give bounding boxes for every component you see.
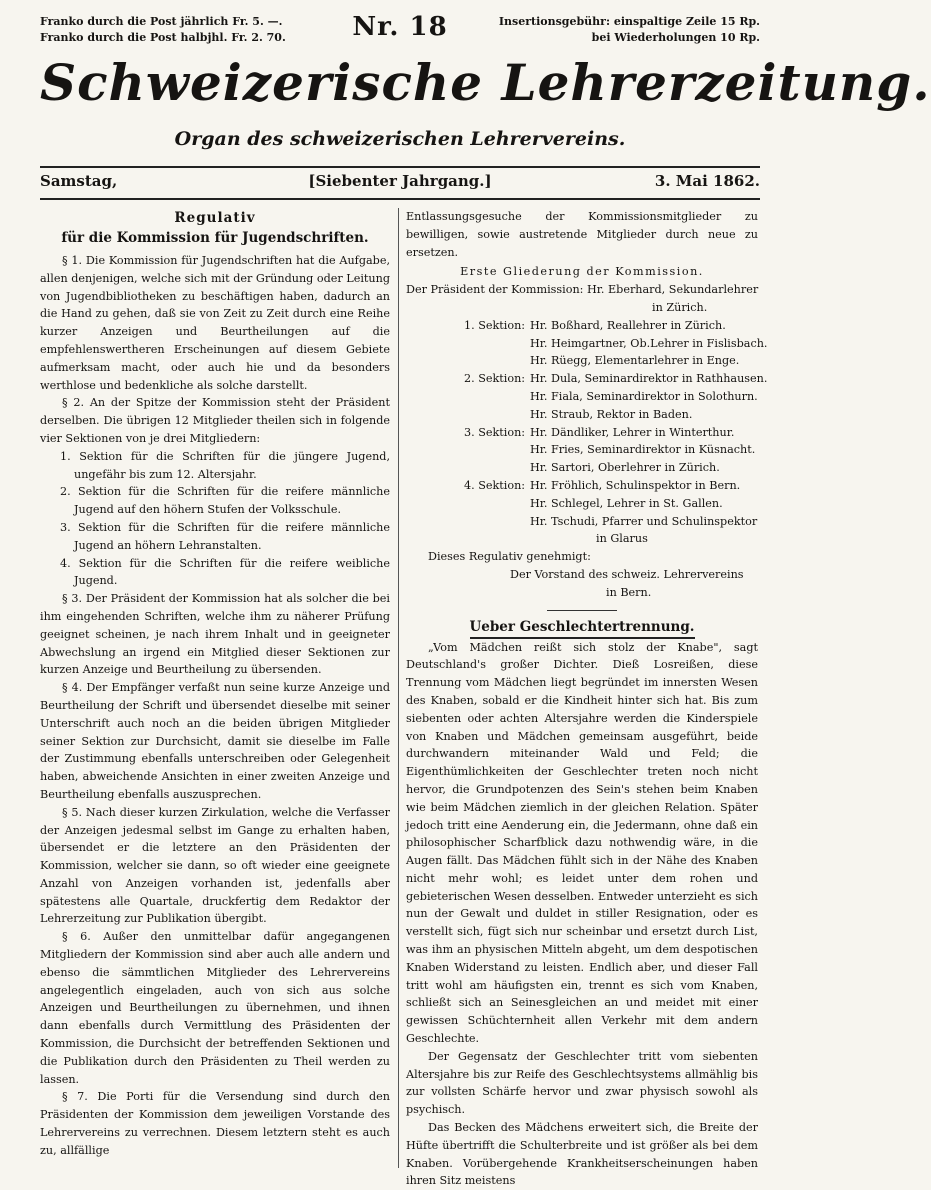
composition-title: Erste Gliederung der Kommission. <box>460 265 704 279</box>
masthead-title: Schweizerische Lehrerzeitung. <box>40 53 931 112</box>
paragraph-3: § 3. Der Präsident der Kommission hat als solcher die bei ihm eingehenden Schriften, welche ihm zu näherer Prüfung geeignet scheinen, je nach ihrem Inhalt und in geeigneter Abwechslung an irgend ein Mitglied dieser Sektionen zur kurzen Anzeige und Beurtheilung zu übersenden. <box>40 592 390 677</box>
column-divider <box>398 208 399 1168</box>
advertising-repeat-rate: bei Wiederholungen 10 Rp. <box>591 31 760 44</box>
section-member: Hr. Sartori, Oberlehrer in Zürich. <box>530 461 720 475</box>
section-list-item: 3. Sektion für die Schriften für die reifere männliche Jugend an höhern Lehranstalten. <box>60 520 390 552</box>
section-member: in Glarus <box>596 532 648 546</box>
section-member: Hr. Dula, Seminardirektor in Rathhausen. <box>530 372 768 386</box>
section-label: 1. Sektion: <box>464 318 526 332</box>
article-title-text: Ueber Geschlechtertrennung. <box>470 617 695 639</box>
president-row <box>406 281 758 299</box>
section-member: Hr. Boßhard, Reallehrer in Zürich. <box>530 318 726 332</box>
paragraph-1: § 1. Die Kommission für Jugendschriften hat die Aufgabe, allen denjenigen, welche sich mit der Gründung oder Leitung von Jugendbibliotheken zu beschäftigen haben, dadurch an die Hand zu gehen, daß sie von Zeit zu Zeit durch eine Reihe kurzer Anzeigen und Beurtheilungen auf die empfehlenswertheren Erscheinungen auf diesem Gebiete aufmerksam macht, oder auch hie und da besonders werthlose und bedenkliche als solche darstellt. <box>40 254 390 392</box>
dateline <box>40 170 760 196</box>
section-3 <box>406 424 758 477</box>
paragraph-2: § 2. An der Spitze der Kommission steht der Präsident derselben. Die übrigen 12 Mitglieder theilen sich in folgende vier Sektionen von je drei Mitgliedern: <box>40 396 390 445</box>
paragraph-4: § 4. Der Empfänger verfaßt nun seine kurze Anzeige und Beurtheilung der Schrift und übersendet dieselbe mit seiner Unterschrift auch noch an die beiden übrigen Mitglieder seiner Sektion zur Durchsicht, damit sie dieselbe im Falle der Zustimmung ebenfalls unterschreiben oder Gelegenheit haben, abweichende Ansichten in einer zweiten Anzeige und Beurtheilung ebenfalls auszusprechen. <box>40 681 390 801</box>
paragraph-5: § 5. Nach dieser kurzen Zirkulation, welche die Verfasser der Anzeigen jedesmal selbst im Gange zu erhalten haben, übersendet er die letztere an den Präsidenten der Kommission, welcher sie dann, so oft wieder eine geeignete Anzahl von Anzeigen vorhanden ist, jedenfalls aber spätestens alle Quartale, druckfertig dem Redaktor der Lehrerzeitung zur Publikation übergibt. <box>40 805 390 926</box>
section-1 <box>406 317 768 370</box>
section-label: 2. Sektion: <box>464 372 526 386</box>
subscription-halfyear: Franko durch die Post halbjhl. Fr. 2. 70. <box>40 31 286 44</box>
article-paragraph-3: Das Becken des Mädchens erweitert sich, die Breite der Hüfte übertrifft die Schulterbreite und ist größer als bei dem Knaben. Vorübergehende Krankheitserscheinungen haben ihren Sitz meistens <box>406 1121 758 1188</box>
section-member: Hr. Heimgartner, Ob.Lehrer in Fislisbach. <box>530 336 768 350</box>
regulativ-subtitle: für die Kommission für Jugendschriften. <box>61 230 369 246</box>
signature-line: Der Vorstand des schweiz. Lehrervereins <box>510 567 744 581</box>
subscription-yearly: Franko durch die Post jährlich Fr. 5. —. <box>40 15 283 28</box>
section-list-item: 1. Sektion für die Schriften für die jüngere Jugend, ungefähr bis zum 12. Altersjahr. <box>60 449 390 481</box>
article-title <box>406 617 758 639</box>
president-label: Der Präsident der Kommission: <box>406 283 584 297</box>
article-paragraph-2: Der Gegensatz der Geschlechter tritt vom siebenten Altersjahre bis zur Reife des Geschlechtsystems allmählig bis zur vollsten Schärfe hervor und zwar physisch sowohl als psychisch. <box>406 1049 758 1117</box>
section-member: Hr. Dändliker, Lehrer in Winterthur. <box>530 425 735 439</box>
regulativ-title: Regulativ <box>174 210 256 226</box>
article-separator <box>547 610 617 611</box>
issue-number: Nr. 18 <box>352 12 448 42</box>
section-label: 4. Sektion: <box>464 478 526 492</box>
right-column <box>406 208 768 1190</box>
left-column <box>40 208 390 1160</box>
president-place: in Zürich. <box>652 300 708 314</box>
section-member: Hr. Fiala, Seminardirektor in Solothurn. <box>530 389 758 403</box>
header-rule-bottom <box>40 198 760 200</box>
regulativ-continuation: Entlassungsgesuche der Kommissionsmitglieder zu bewilligen, sowie austretende Mitglieder durch neue zu ersetzen. <box>406 210 758 259</box>
signature-place: in Bern. <box>606 585 652 599</box>
section-list-item: 4. Sektion für die Schriften für die reifere weibliche Jugend. <box>60 556 390 588</box>
section-member: Hr. Fröhlich, Schulinspektor in Bern. <box>530 478 741 492</box>
president-name: Hr. Eberhard, Sekundarlehrer <box>587 283 759 297</box>
section-list-item: 2. Sektion für die Schriften für die reifere männliche Jugend auf den höhern Stufen der Volksschule. <box>60 485 390 517</box>
advertising-info <box>499 14 760 46</box>
masthead-subtitle: Organ des schweizerischen Lehrervereins. <box>174 128 626 150</box>
paragraph-7: § 7. Die Porti für die Versendung sind durch den Präsidenten der Kommission dem jeweiligen Vorstande des Lehrervereins zu verrechnen. Diesem letztern steht es auch zu, allfällige <box>40 1090 390 1157</box>
paragraph-6: § 6. Außer den unmittelbar dafür angegangenen Mitgliedern der Kommission sind aber auch alle andern und ebenso die sämmtlichen Mitglieder des Lehrervereins angelegentlich eingeladen, auch von sich aus solche Anzeigen und Beurtheilungen zu übernehmen, und ihnen dann ebenfalls durch Vermittlung des Präsidenten der Kommission, die Durchsicht der betreffenden Sektionen und die Publikation durch den Präsidenten zu Theil werden zu lassen. <box>40 930 390 1086</box>
advertising-rate: Insertionsgebühr: einspaltige Zeile 15 Rp. <box>498 15 760 28</box>
section-member: Hr. Tschudi, Pfarrer und Schulinspektor <box>530 514 758 528</box>
article-paragraph-1: „Vom Mädchen reißt sich stolz der Knabe", sagt Deutschland's großer Dichter. Dieß Losreißen, diese Trennung vom Mädchen liegt begründet im innersten Wesen des Knaben, sobald er die Kindheit hinter sich hat. Bis zum siebenten oder achten Altersjahre werden die Kinderspiele von Knaben und Mädchen gemeinsam ausgeführt, beide durchwandern miteinander Wald und Feld; die Eigenthümlichkeiten der Geschlechter treten noch nicht hervor, die Grundpotenzen des Sein's stehen beim Knaben wie beim Mädchen ziemlich in der gleichen Relation. Später jedoch tritt eine Aenderung ein, die Jedermann, ohne daß ein philosophischer Scharfblick dazu nothwendig wäre, in die Augen fällt. Das Mädchen fühlt sich in der Nähe des Knaben nicht mehr wohl; es leidet unter dem rohen und gebieterischen Wesen desselben. Entweder unterzieht es sich nun der Gewalt und duldet in stiller Resignation, oder es verstellt sich, fügt sich nur scheinbar und ersetzt durch List, was ihm an physischen Mitteln abgeht, um dem despotischen Knaben Widerstand zu leisten. Endlich aber, und dieser Fall tritt wohl am häufigsten ein, trennt es sich vom Knaben, schließt sich an Seinesgleichen an und meidet mit einer gewissen Schüchternheit allen Verkehr mit dem andern Geschlechte. <box>406 640 758 1046</box>
approval-line: Dieses Regulativ genehmigt: <box>428 550 591 564</box>
section-member: Hr. Schlegel, Lehrer in St. Gallen. <box>530 496 723 510</box>
section-member: Hr. Rüegg, Elementarlehrer in Enge. <box>530 354 740 368</box>
section-2 <box>406 370 768 423</box>
section-member: Hr. Fries, Seminardirektor in Küsnacht. <box>530 443 756 457</box>
weekday: Samstag, <box>40 172 118 190</box>
volume-label: [Siebenter Jahrgang.] <box>308 172 492 190</box>
issue-date: 3. Mai 1862. <box>654 172 760 190</box>
section-label: 3. Sektion: <box>464 425 526 439</box>
section-member: Hr. Straub, Rektor in Baden. <box>530 407 693 421</box>
section-4 <box>406 477 758 548</box>
header-rule-top <box>40 166 760 168</box>
